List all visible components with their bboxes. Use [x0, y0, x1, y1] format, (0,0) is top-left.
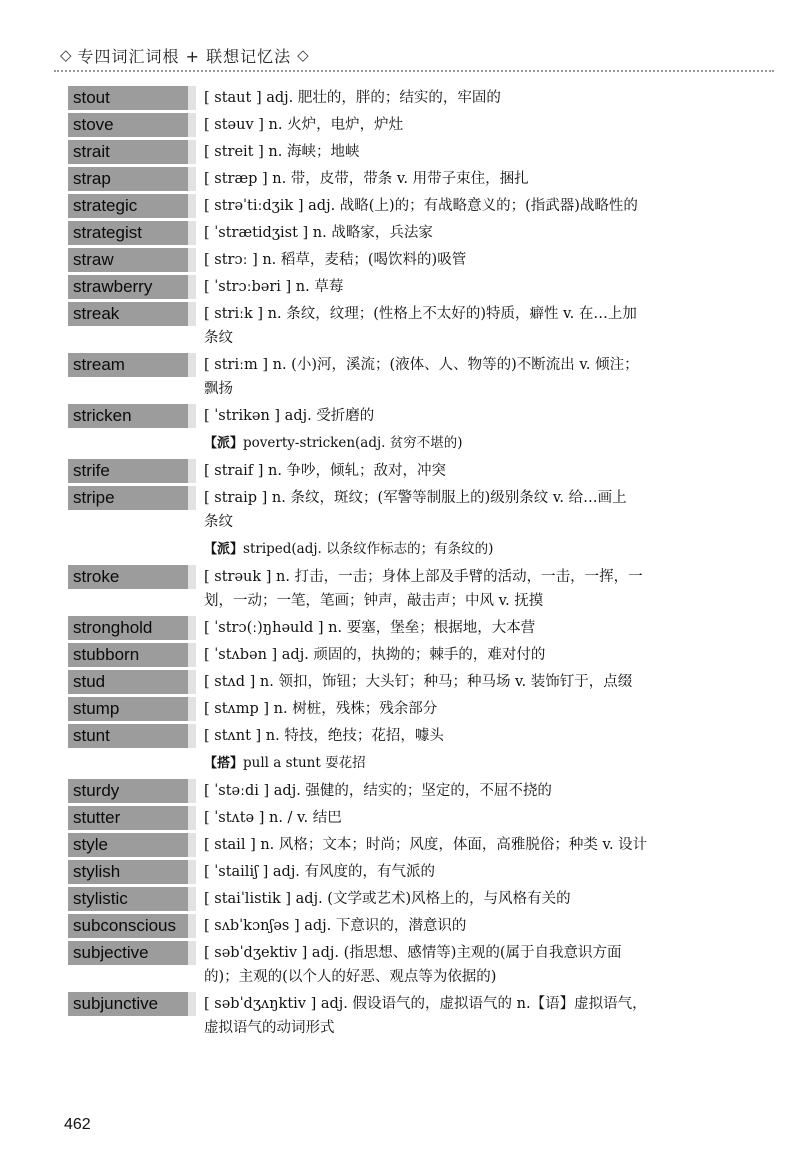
definition-line: [ ˈstailiʃ ] adj. 有风度的，有气派的: [204, 864, 436, 880]
definition: [196, 806, 770, 830]
definition-line: [ səbˈdʒektiv ] adj. (指思想、感情等)主观的(属于自我意识方面: [204, 945, 622, 961]
definition: [196, 779, 770, 803]
vocab-entry: [68, 113, 770, 137]
headword: strait: [68, 140, 188, 164]
derivative-note: [204, 751, 770, 776]
headword: stylistic: [68, 887, 188, 911]
definition: [196, 697, 770, 721]
headword-gutter: [188, 806, 196, 830]
definition-line: 虚拟语气的动词形式: [204, 1020, 335, 1036]
definition: [196, 167, 770, 191]
definition: [196, 194, 770, 218]
definition-line: [ ˈstrɔ(ː)ŋhəuld ] n. 要塞，堡垒；根据地，大本营: [204, 620, 536, 636]
vocab-entry: [68, 194, 770, 218]
note-tag: 【派】: [204, 436, 244, 451]
definition-line: [ strɔː ] n. 稻草，麦秸；(喝饮料的)吸管: [204, 252, 467, 268]
vocab-entry: [68, 86, 770, 110]
definition: [196, 724, 770, 776]
definition: [196, 221, 770, 245]
headword-gutter: [188, 992, 196, 1016]
definition-line: 的)；主观的(以个人的好恶、观点等为依据的): [204, 969, 497, 985]
headword: straw: [68, 248, 188, 272]
headword-gutter: [188, 353, 196, 377]
definition-line: [ striːk ] n. 条纹，纹理；(性格上不太好的)特质，癖性 v. 在…上加: [204, 306, 637, 322]
headword: stutter: [68, 806, 188, 830]
headword: stripe: [68, 486, 188, 510]
definition-line: 条纹: [204, 514, 233, 530]
definition: [196, 670, 770, 694]
definition: [196, 302, 770, 350]
headword-gutter: [188, 565, 196, 589]
headword: stunt: [68, 724, 188, 748]
headword: strife: [68, 459, 188, 483]
headword: subconscious: [68, 914, 188, 938]
definition-line: [ ˈstʌbən ] adj. 顽固的，执拗的；棘手的，难对付的: [204, 647, 546, 663]
diamond-icon: ◇: [60, 45, 72, 64]
definition-line: [ səbˈdʒʌŋktiv ] adj. 假设语气的，虚拟语气的 n.【语】虚拟语气，: [204, 996, 647, 1012]
vocab-entry: [68, 140, 770, 164]
vocab-entry: [68, 724, 770, 776]
note-tag: 【派】: [204, 542, 244, 557]
definition-line: [ straip ] n. 条纹，斑纹；(军警等制服上的)级别条纹 v. 给…画上: [204, 490, 627, 506]
note-text: pull a stunt 耍花招: [243, 755, 366, 771]
headword: stricken: [68, 404, 188, 428]
definition-line: [ sʌbˈkɔnʃəs ] adj. 下意识的，潜意识的: [204, 918, 467, 934]
headword: stove: [68, 113, 188, 137]
headword: stubborn: [68, 643, 188, 667]
headword: strategic: [68, 194, 188, 218]
headword-gutter: [188, 941, 196, 965]
page-header-title: 专四词汇词根 + 联想记忆法: [77, 46, 292, 66]
definition: [196, 833, 770, 857]
definition-line: [ ˈstrætidʒist ] n. 战略家，兵法家: [204, 225, 433, 241]
vocab-entry: [68, 565, 770, 613]
headword: strawberry: [68, 275, 188, 299]
derivative-note: [204, 431, 770, 456]
headword: streak: [68, 302, 188, 326]
headword-gutter: [188, 404, 196, 428]
headword-gutter: [188, 833, 196, 857]
headword-gutter: [188, 221, 196, 245]
vocab-entry: [68, 486, 770, 562]
definition: [196, 486, 770, 562]
vocab-entry: [68, 167, 770, 191]
headword-gutter: [188, 302, 196, 326]
headword-gutter: [188, 86, 196, 110]
derivative-note: [204, 537, 770, 562]
definition-line: [ stræp ] n. 带，皮带，带条 v. 用带子束住，捆扎: [204, 171, 529, 187]
headword-gutter: [188, 914, 196, 938]
headword: subjective: [68, 941, 188, 965]
definition: [196, 941, 770, 989]
definition-line: [ striːm ] n. (小)河，溪流；(液体、人、物等的)不断流出 v. 倾注；: [204, 357, 639, 373]
definition: [196, 353, 770, 401]
vocab-entry: [68, 616, 770, 640]
headword-gutter: [188, 887, 196, 911]
headword: strategist: [68, 221, 188, 245]
vocab-entry: [68, 779, 770, 803]
vocab-entry: [68, 941, 770, 989]
definition-line: [ straif ] n. 争吵，倾轧；敌对，冲突: [204, 463, 447, 479]
vocab-entry: [68, 914, 770, 938]
headword-gutter: [188, 459, 196, 483]
note-tag: 【搭】: [204, 756, 244, 771]
headword: stump: [68, 697, 188, 721]
definition: [196, 565, 770, 613]
definition-line: [ stəuv ] n. 火炉，电炉，炉灶: [204, 117, 404, 133]
vocab-entry: [68, 643, 770, 667]
headword-gutter: [188, 113, 196, 137]
headword: stylish: [68, 860, 188, 884]
headword-gutter: [188, 140, 196, 164]
definition: [196, 616, 770, 640]
definition-line: [ ˈstəːdi ] adj. 强健的，结实的；坚定的，不屈不挠的: [204, 783, 552, 799]
vocab-entry: [68, 697, 770, 721]
vocab-entry: [68, 221, 770, 245]
definition: [196, 404, 770, 456]
headword-gutter: [188, 779, 196, 803]
definition-line: [ stʌd ] n. 领扣，饰钮；大头钉；种马；种马场 v. 装饰钉于，点缀: [204, 674, 633, 690]
definition-line: 条纹: [204, 330, 233, 346]
definition-line: [ ˈstrɔːbəri ] n. 草莓: [204, 279, 344, 295]
vocab-entry: [68, 302, 770, 350]
headword: stout: [68, 86, 188, 110]
headword-gutter: [188, 724, 196, 748]
vocab-entry: [68, 404, 770, 456]
vocab-entry: [68, 992, 770, 1040]
definition: [196, 860, 770, 884]
diamond-icon: ◇: [297, 45, 309, 64]
headword-gutter: [188, 643, 196, 667]
headword: stronghold: [68, 616, 188, 640]
headword-gutter: [188, 860, 196, 884]
headword: stroke: [68, 565, 188, 589]
headword-gutter: [188, 167, 196, 191]
vocab-entry: [68, 887, 770, 911]
definition: [196, 992, 770, 1040]
definition-line: 飘扬: [204, 381, 233, 397]
vocab-entry: [68, 670, 770, 694]
headword: style: [68, 833, 188, 857]
definition-line: [ stʌnt ] n. 特技，绝技；花招，噱头: [204, 728, 444, 744]
definition: [196, 914, 770, 938]
vocab-entry: [68, 833, 770, 857]
definition: [196, 643, 770, 667]
headword-gutter: [188, 670, 196, 694]
headword-gutter: [188, 275, 196, 299]
note-text: poverty-stricken(adj. 贫穷不堪的): [243, 435, 463, 451]
definition-line: [ staut ] adj. 肥壮的，胖的；结实的，牢固的: [204, 90, 501, 106]
definition: [196, 459, 770, 483]
definition-line: [ streit ] n. 海峡；地峡: [204, 144, 360, 160]
headword: stream: [68, 353, 188, 377]
headword: stud: [68, 670, 188, 694]
page-header: [54, 40, 774, 72]
definition-line: 划，一动；一笔，笔画；钟声，敲击声；中风 v. 抚摸: [204, 593, 544, 609]
headword-gutter: [188, 486, 196, 510]
headword: sturdy: [68, 779, 188, 803]
headword-gutter: [188, 248, 196, 272]
vocab-entry: [68, 860, 770, 884]
definition-line: [ strəˈtiːdʒik ] adj. 战略(上)的；有战略意义的；(指武器)战略性的: [204, 198, 638, 214]
definition-line: [ stail ] n. 风格；文本；时尚；风度，体面，高雅脱俗；种类 v. 设计: [204, 837, 648, 853]
definition: [196, 140, 770, 164]
definition-line: [ ˈstrikən ] adj. 受折磨的: [204, 408, 375, 424]
definition-line: [ strəuk ] n. 打击，一击；身体上部及手臂的活动，一击，一挥，一: [204, 569, 643, 585]
definition: [196, 887, 770, 911]
definition-line: [ staiˈlistik ] adj. (文学或艺术)风格上的，与风格有关的: [204, 891, 571, 907]
definition: [196, 275, 770, 299]
definition: [196, 86, 770, 110]
vocab-entry: [68, 275, 770, 299]
headword-gutter: [188, 194, 196, 218]
headword: strap: [68, 167, 188, 191]
definition: [196, 113, 770, 137]
definition-line: [ stʌmp ] n. 树桩，残株；残余部分: [204, 701, 438, 717]
headword: subjunctive: [68, 992, 188, 1016]
page-number: 462: [64, 1116, 91, 1133]
note-text: striped(adj. 以条纹作标志的；有条纹的): [243, 541, 494, 557]
headword-gutter: [188, 616, 196, 640]
vocab-entry: [68, 248, 770, 272]
definition-line: [ ˈstʌtə ] n. / v. 结巴: [204, 810, 342, 826]
vocab-entry: [68, 806, 770, 830]
vocab-entry: [68, 459, 770, 483]
vocab-entry: [68, 353, 770, 401]
headword-gutter: [188, 697, 196, 721]
definition: [196, 248, 770, 272]
vocabulary-list: [68, 86, 770, 1043]
